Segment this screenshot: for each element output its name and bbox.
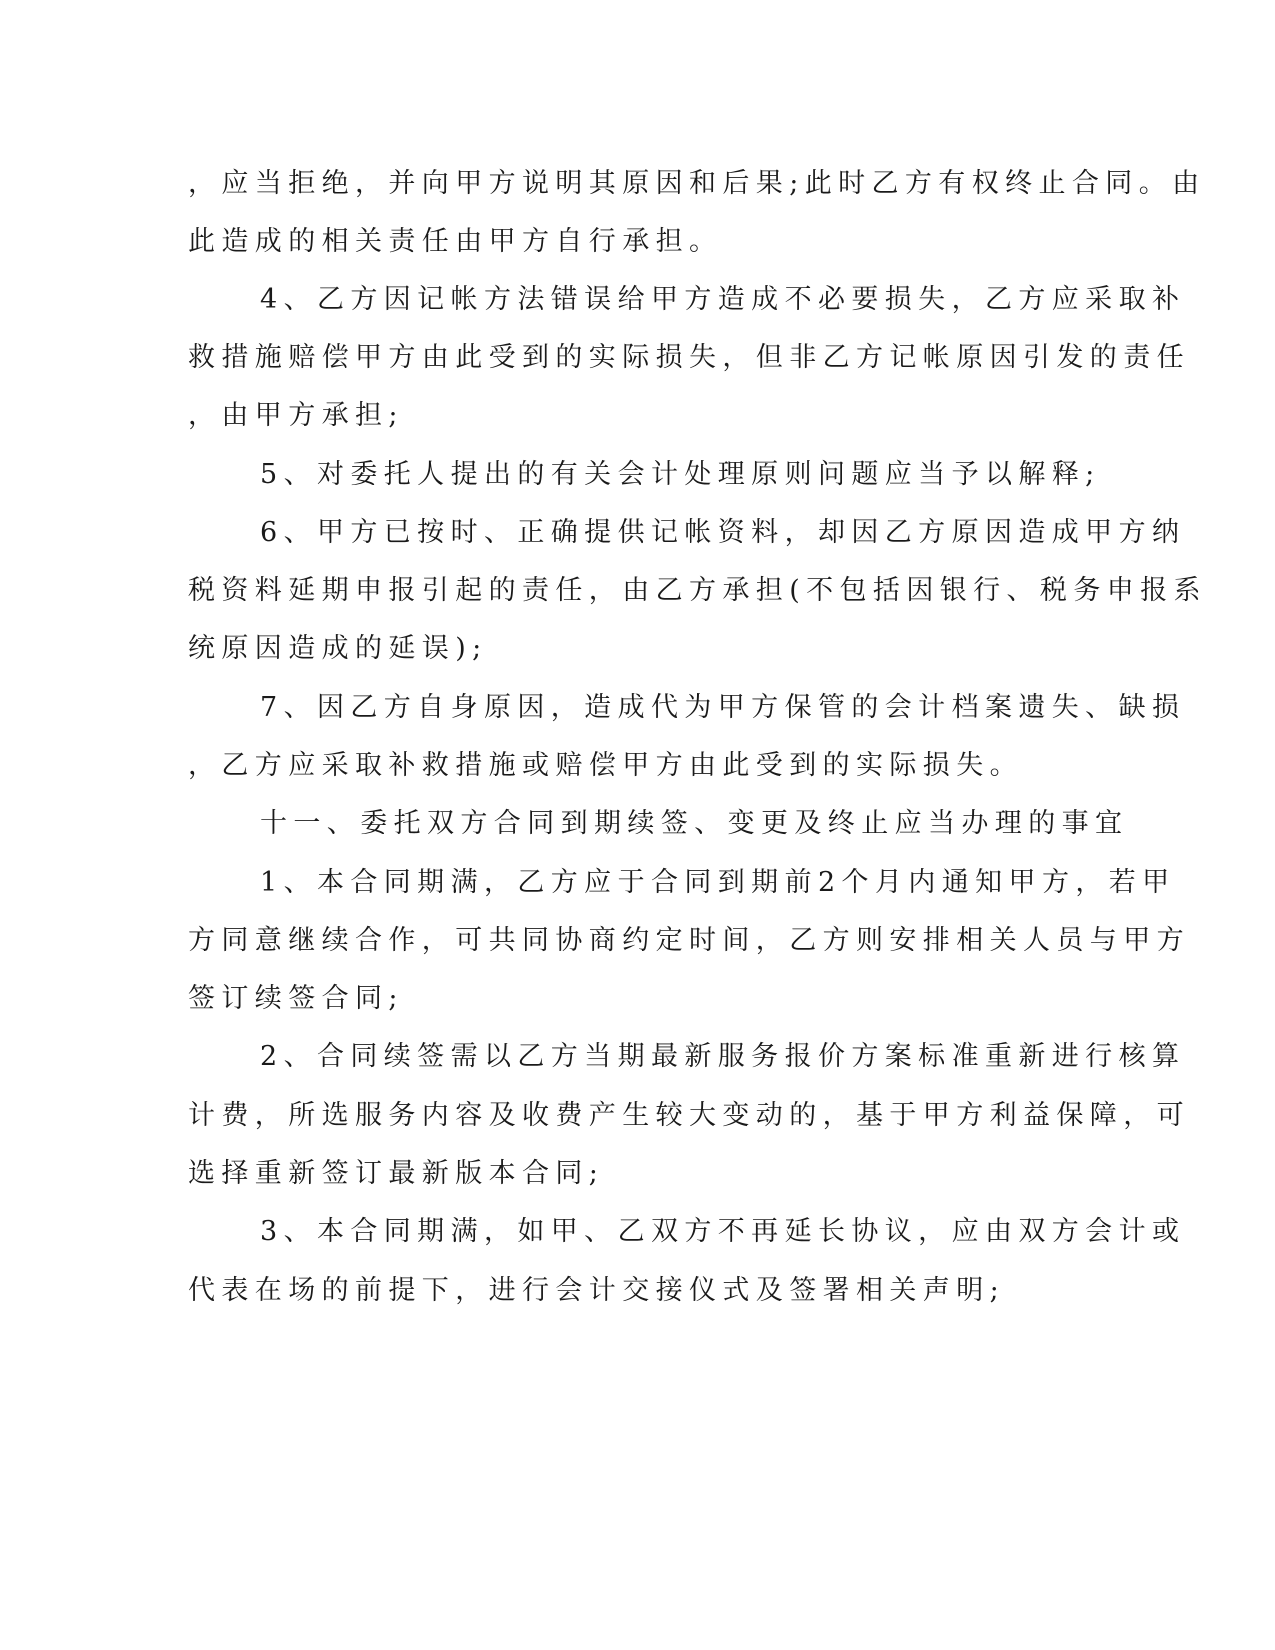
text-line: 税资料延期申报引起的责任，由乙方承担(不包括因银行、税务申报系	[188, 575, 1207, 606]
text-line: 4、乙方因记帐方法错误给甲方造成不必要损失，乙方应采取补	[260, 284, 1186, 315]
text-line: 签订续签合同;	[188, 983, 404, 1014]
text-line: 1、本合同期满，乙方应于合同到期前2个月内通知甲方，若甲	[260, 867, 1176, 898]
text-line: 6、甲方已按时、正确提供记帐资料，却因乙方原因造成甲方纳	[260, 517, 1186, 548]
text-line: 代表在场的前提下，进行会计交接仪式及签署相关声明;	[188, 1275, 1006, 1306]
text-line: 5、对委托人提出的有关会计处理原则问题应当予以解释;	[260, 459, 1101, 490]
text-line: 计费，所选服务内容及收费产生较大变动的，基于甲方利益保障，可	[188, 1100, 1190, 1131]
text-line: 7、因乙方自身原因，造成代为甲方保管的会计档案遗失、缺损	[260, 692, 1186, 723]
text-line: 统原因造成的延误);	[188, 633, 488, 664]
text-line: 2、合同续签需以乙方当期最新服务报价方案标准重新进行核算	[260, 1041, 1186, 1072]
section-heading: 十一、委托双方合同到期续签、变更及终止应当办理的事宜	[260, 808, 1129, 839]
text-line: 此造成的相关责任由甲方自行承担。	[188, 226, 723, 257]
text-line: 3、本合同期满，如甲、乙双方不再延长协议，应由双方会计或	[260, 1216, 1186, 1247]
text-line: 方同意继续合作，可共同协商约定时间，乙方则安排相关人员与甲方	[188, 925, 1190, 956]
text-line: ，乙方应采取补救措施或赔偿甲方由此受到的实际损失。	[188, 750, 1023, 781]
text-line: 救措施赔偿甲方由此受到的实际损失，但非乙方记帐原因引发的责任	[188, 342, 1190, 373]
text-line: ，由甲方承担;	[188, 400, 404, 431]
text-line: ，应当拒绝，并向甲方说明其原因和后果;此时乙方有权终止合同。由	[188, 168, 1206, 199]
text-line: 选择重新签订最新版本合同;	[188, 1158, 605, 1189]
